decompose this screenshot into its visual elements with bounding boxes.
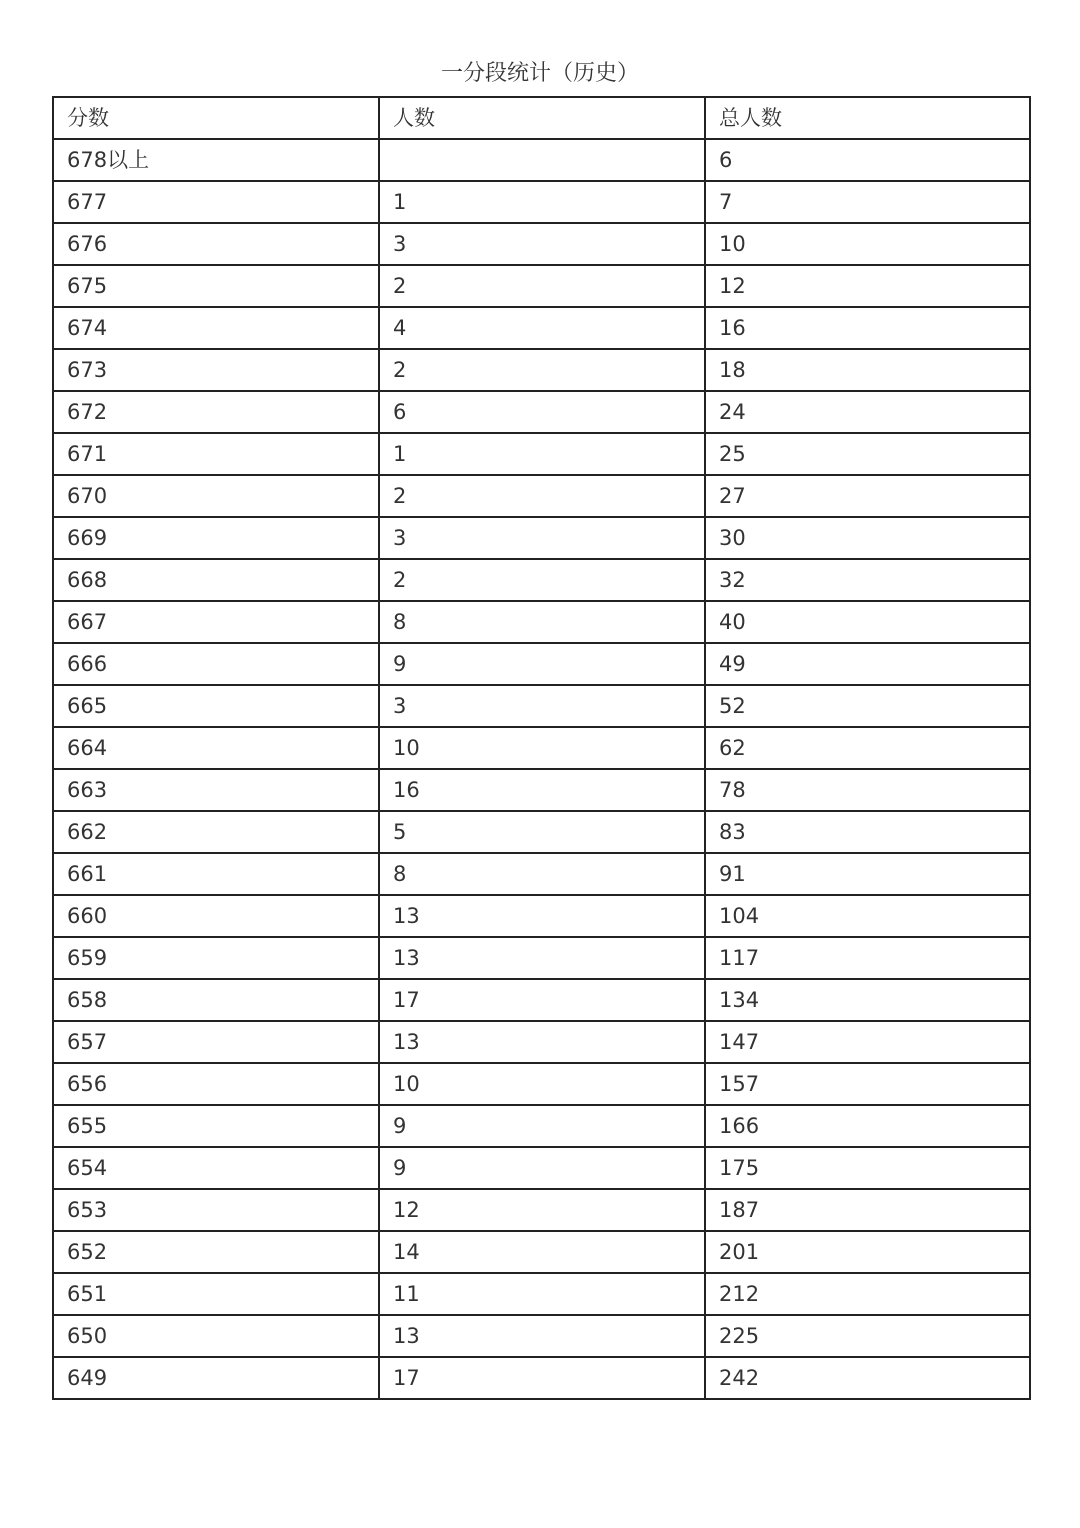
cell-count: 13 <box>379 1021 705 1063</box>
cell-score: 675 <box>53 265 379 307</box>
table-row <box>53 433 1030 475</box>
cell-score: 668 <box>53 559 379 601</box>
cell-count: 14 <box>379 1231 705 1273</box>
cell-count: 9 <box>379 1105 705 1147</box>
table-row <box>53 307 1030 349</box>
table-row <box>53 1315 1030 1357</box>
cell-cumulative: 212 <box>705 1273 1030 1315</box>
cell-score: 659 <box>53 937 379 979</box>
cell-count: 6 <box>379 391 705 433</box>
cell-score: 676 <box>53 223 379 265</box>
cell-score: 672 <box>53 391 379 433</box>
score-distribution-table <box>52 96 1031 1400</box>
cell-score: 658 <box>53 979 379 1021</box>
table-header-row <box>53 97 1030 139</box>
cell-cumulative: 117 <box>705 937 1030 979</box>
cell-score: 657 <box>53 1021 379 1063</box>
cell-score: 655 <box>53 1105 379 1147</box>
cell-count: 12 <box>379 1189 705 1231</box>
table-row <box>53 601 1030 643</box>
cell-count: 3 <box>379 685 705 727</box>
cell-count: 2 <box>379 475 705 517</box>
table-row <box>53 1189 1030 1231</box>
cell-count: 4 <box>379 307 705 349</box>
cell-score: 677 <box>53 181 379 223</box>
cell-cumulative: 16 <box>705 307 1030 349</box>
table-row <box>53 1147 1030 1189</box>
cell-cumulative: 83 <box>705 811 1030 853</box>
cell-count: 16 <box>379 769 705 811</box>
cell-count: 8 <box>379 601 705 643</box>
cell-count: 17 <box>379 1357 705 1399</box>
cell-cumulative: 7 <box>705 181 1030 223</box>
cell-cumulative: 147 <box>705 1021 1030 1063</box>
cell-cumulative: 187 <box>705 1189 1030 1231</box>
cell-count <box>379 139 705 181</box>
cell-score: 666 <box>53 643 379 685</box>
cell-score: 649 <box>53 1357 379 1399</box>
table-row <box>53 1357 1030 1399</box>
table-row <box>53 811 1030 853</box>
cell-cumulative: 175 <box>705 1147 1030 1189</box>
cell-score: 650 <box>53 1315 379 1357</box>
cell-cumulative: 24 <box>705 391 1030 433</box>
cell-score: 652 <box>53 1231 379 1273</box>
table-row <box>53 559 1030 601</box>
cell-score: 665 <box>53 685 379 727</box>
cell-count: 10 <box>379 1063 705 1105</box>
cell-cumulative: 166 <box>705 1105 1030 1147</box>
cell-count: 8 <box>379 853 705 895</box>
cell-score: 664 <box>53 727 379 769</box>
cell-score: 663 <box>53 769 379 811</box>
table-row <box>53 1021 1030 1063</box>
cell-cumulative: 242 <box>705 1357 1030 1399</box>
table-row <box>53 181 1030 223</box>
cell-score: 660 <box>53 895 379 937</box>
table-row <box>53 475 1030 517</box>
cell-count: 13 <box>379 937 705 979</box>
table-row <box>53 853 1030 895</box>
header-cumulative: 总人数 <box>705 97 1030 139</box>
table-row <box>53 139 1030 181</box>
table-row <box>53 937 1030 979</box>
cell-count: 2 <box>379 559 705 601</box>
table-row <box>53 391 1030 433</box>
table-row <box>53 727 1030 769</box>
cell-score: 673 <box>53 349 379 391</box>
cell-count: 2 <box>379 349 705 391</box>
cell-score: 670 <box>53 475 379 517</box>
cell-cumulative: 40 <box>705 601 1030 643</box>
cell-cumulative: 225 <box>705 1315 1030 1357</box>
table-row <box>53 1273 1030 1315</box>
cell-count: 10 <box>379 727 705 769</box>
table-row <box>53 1105 1030 1147</box>
cell-cumulative: 62 <box>705 727 1030 769</box>
cell-count: 1 <box>379 433 705 475</box>
table-row <box>53 349 1030 391</box>
cell-count: 1 <box>379 181 705 223</box>
cell-cumulative: 25 <box>705 433 1030 475</box>
cell-count: 11 <box>379 1273 705 1315</box>
table-row <box>53 643 1030 685</box>
table-row <box>53 223 1030 265</box>
cell-count: 3 <box>379 223 705 265</box>
table-row <box>53 1063 1030 1105</box>
cell-cumulative: 18 <box>705 349 1030 391</box>
cell-cumulative: 49 <box>705 643 1030 685</box>
cell-score: 654 <box>53 1147 379 1189</box>
table-row <box>53 265 1030 307</box>
cell-count: 13 <box>379 895 705 937</box>
cell-score: 669 <box>53 517 379 559</box>
cell-score: 678以上 <box>53 139 379 181</box>
table-row <box>53 769 1030 811</box>
header-score: 分数 <box>53 97 379 139</box>
table-row <box>53 979 1030 1021</box>
cell-count: 17 <box>379 979 705 1021</box>
cell-count: 3 <box>379 517 705 559</box>
cell-cumulative: 10 <box>705 223 1030 265</box>
table-row <box>53 685 1030 727</box>
cell-count: 2 <box>379 265 705 307</box>
cell-score: 662 <box>53 811 379 853</box>
cell-count: 9 <box>379 643 705 685</box>
cell-cumulative: 27 <box>705 475 1030 517</box>
cell-count: 13 <box>379 1315 705 1357</box>
page-title: 一分段统计（历史） <box>440 61 639 86</box>
cell-cumulative: 134 <box>705 979 1030 1021</box>
table-row <box>53 517 1030 559</box>
cell-score: 667 <box>53 601 379 643</box>
table-row <box>53 895 1030 937</box>
cell-count: 9 <box>379 1147 705 1189</box>
cell-cumulative: 12 <box>705 265 1030 307</box>
cell-cumulative: 104 <box>705 895 1030 937</box>
cell-cumulative: 52 <box>705 685 1030 727</box>
cell-cumulative: 91 <box>705 853 1030 895</box>
header-count: 人数 <box>379 97 705 139</box>
cell-cumulative: 32 <box>705 559 1030 601</box>
cell-score: 651 <box>53 1273 379 1315</box>
table-row <box>53 1231 1030 1273</box>
cell-count: 5 <box>379 811 705 853</box>
cell-cumulative: 157 <box>705 1063 1030 1105</box>
cell-score: 661 <box>53 853 379 895</box>
cell-score: 656 <box>53 1063 379 1105</box>
cell-cumulative: 78 <box>705 769 1030 811</box>
table-body <box>53 139 1030 1399</box>
cell-cumulative: 30 <box>705 517 1030 559</box>
cell-score: 653 <box>53 1189 379 1231</box>
cell-score: 671 <box>53 433 379 475</box>
cell-cumulative: 201 <box>705 1231 1030 1273</box>
cell-score: 674 <box>53 307 379 349</box>
cell-cumulative: 6 <box>705 139 1030 181</box>
